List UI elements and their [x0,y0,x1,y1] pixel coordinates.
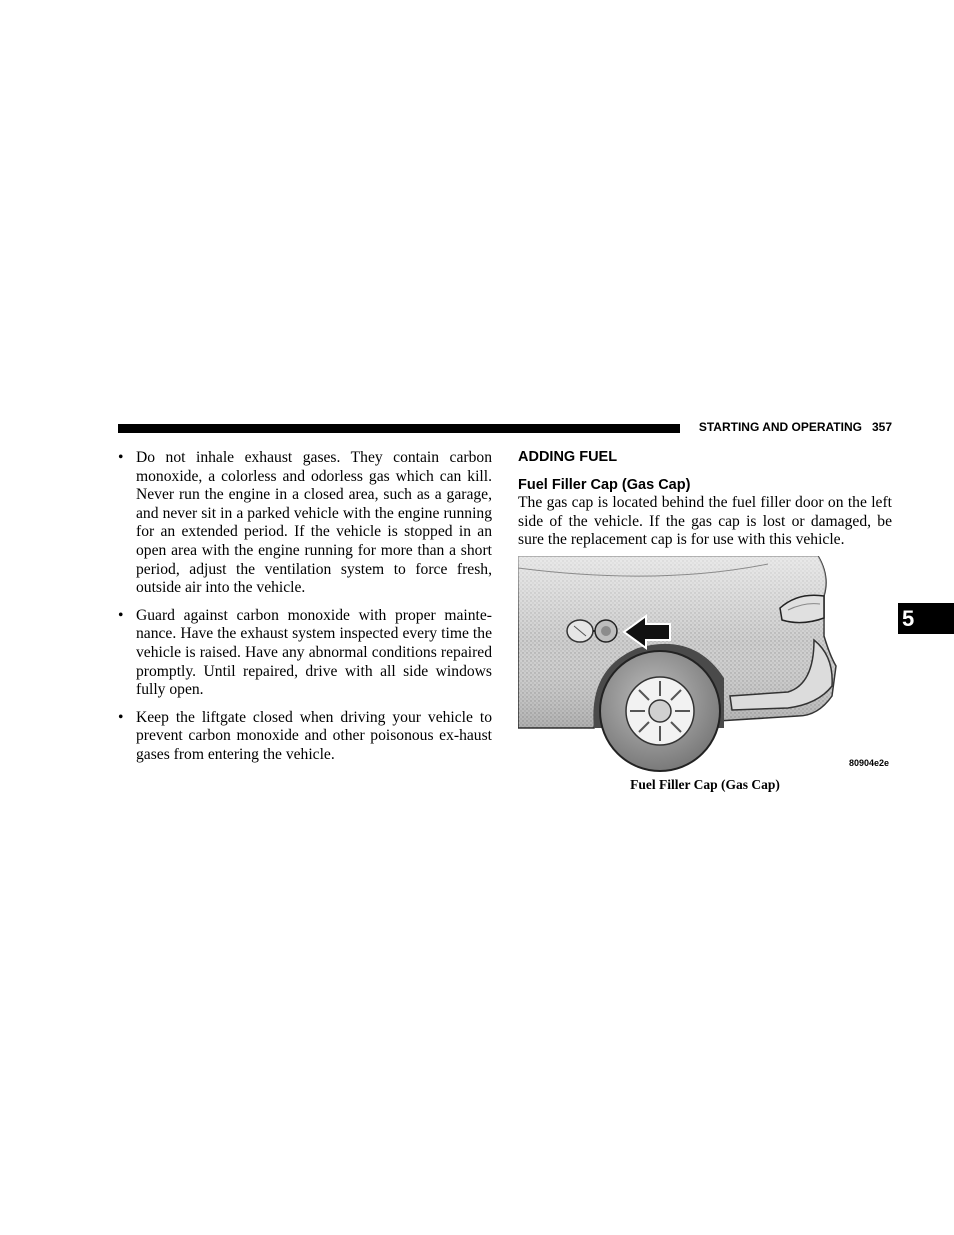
right-column [518,448,892,550]
bullet-text: Do not inhale exhaust gases. They contain carbon monoxide, a colorless and odorless gas which can kill. Never run the engine in a closed area, such as a garage, and never sit in a parked vehicle with the engine running for an extended period. If the vehicle is stopped in an open area with the engine running for more than a short period, adjust the ventilation system to force fresh, outside air into the vehicle. [136,449,492,597]
bullet-text: Keep the liftgate closed when driving your vehicle to prevent carbon monoxide and other poisonous ex-haust gases from entering the vehicle. [136,708,492,763]
bullet-item [118,607,492,700]
chapter-number: 5 [902,606,915,631]
figure-code: 80904e2e [849,758,890,768]
header-rule [118,424,680,433]
bullet-icon: • [118,449,124,466]
page-number: 357 [871,420,892,434]
section-heading: ADDING FUEL [518,449,618,465]
sub-heading: Fuel Filler Cap (Gas Cap) [518,477,691,493]
header-section-title: STARTING AND OPERATING [698,420,862,434]
bullet-text: Guard against carbon monoxide with proper mainte-nance. Have the exhaust system inspected every time the vehicle is raised. Have any abnormal conditions repaired promptly. Until repaired, drive with all side windows fully open. [136,606,492,699]
bullet-item [118,449,492,598]
bullet-item [118,709,492,765]
chapter-tab [898,603,954,634]
left-column [118,449,492,774]
running-header [688,420,892,435]
fuel-cap-paragraph: The gas cap is located behind the fuel filler door on the left side of the vehicle. If the gas cap is lost or damaged, be sure the replacement cap is for use with this vehicle. [518,494,892,549]
bullet-icon: • [118,606,124,624]
fuel-cap-illustration [518,556,892,774]
bullet-icon: • [118,708,124,726]
figure-caption: Fuel Filler Cap (Gas Cap) [630,777,780,792]
vehicle-rear-illustration [518,556,892,774]
